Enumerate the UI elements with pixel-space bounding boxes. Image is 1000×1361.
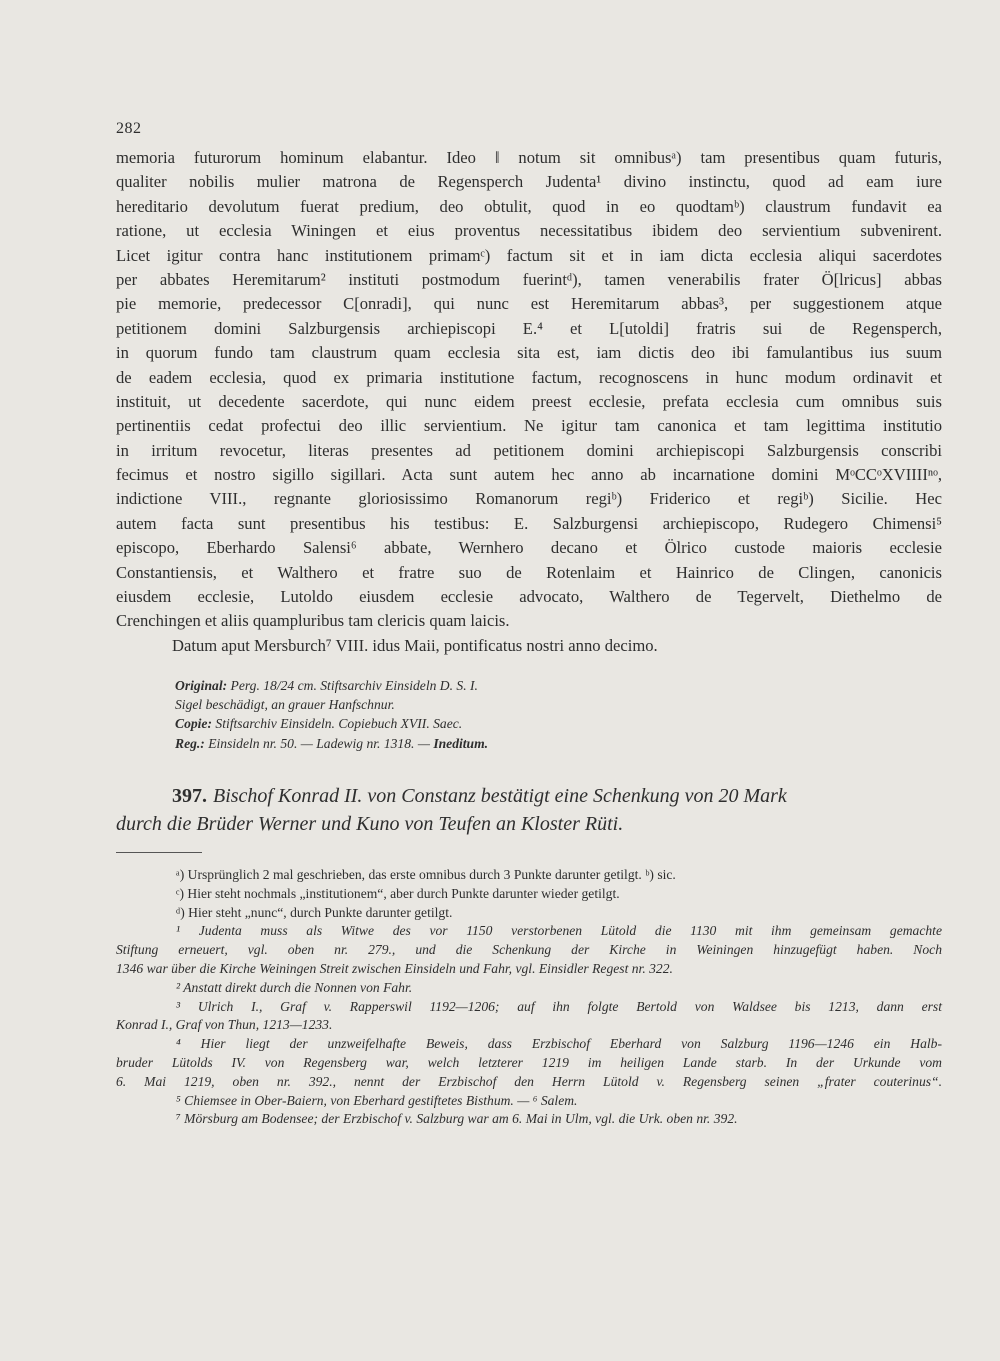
footnote-line: ³ Ulrich I., Graf v. Rapperswil 1192—1206; auf ihn folgte Bertold von Waldsee bis 1213, dann erst [176,998,942,1014]
datum-line: Datum aput Mersburch⁷ VIII. idus Maii, pontificatus nostri anno decimo. [172,635,658,655]
body-line: Constantiensis, et Walthero et fratre suo de Rotenlaim et Hainrico de Clingen, canonicis [116,562,942,582]
body-line: petitionem domini Salzburgensis archiepiscopi E.⁴ et L[utoldi] fratris sui de Regensperch, [116,318,942,338]
footnote-line: 6. Mai 1219, oben nr. 392., nennt der Erzbischof den Herrn Lütold v. Regensberg seinen „frater couterinus“. [116,1073,942,1089]
source-note-label: Reg.: [175,735,205,751]
page-number: 282 [116,120,142,137]
document-heading [116,782,946,838]
charter-text [116,146,942,658]
footnotes [116,866,942,1129]
footnote-line: ⁷ Mörsburg am Bodensee; der Erzbischof v. Salzburg war am 6. Mai in Ulm, vgl. die Urk. oben nr. 392. [176,1111,738,1127]
footnote-line: ² Anstatt direkt durch die Nonnen von Fahr. [176,979,413,995]
footnote-line: ¹ Judenta muss als Witwe des vor 1150 verstorbenen Lütold die 1130 mit ihm gemeinsam gemachte [176,923,942,939]
body-line: pie memorie, predecessor C[onradi], qui nunc est Heremitarum abbas³, per suggestionem atque [116,294,942,314]
body-line: instituit, ut decedente sacerdote, qui nunc eidem preest ecclesie, prefata ecclesia cum omnibus suis [116,391,942,411]
body-line: hereditario devolutum fuerat predium, deo obtulit, quod in eo quodtamᵇ) claustrum fundavit ea [116,196,942,216]
source-note-text: Stiftsarchiv Einsideln. Copiebuch XVII. Saec. [212,716,463,732]
source-note-label: Copie: [175,716,212,732]
footnote-divider [116,852,202,853]
footnote-line: Konrad I., Graf von Thun, 1213—1233. [116,1017,333,1033]
source-note-line [175,714,935,733]
heading-text-1: Bischof Konrad II. von Constanz bestätigt eine Schenkung von 20 Mark [213,785,787,807]
source-note-text: Sigel beschädigt, an grauer Hanfschnur. [175,697,395,713]
body-line: per abbates Heremitarum² instituti postmodum fuerintᵈ), tamen venerabilis frater Ö[lricus] abbas [116,269,942,289]
body-line: pertinentiis cedat profectui deo illic servientium. Ne igitur tam canonica et tam legittima institutio [116,416,942,436]
footnote-line: ⁴ Hier liegt der unzweifelhafte Beweis, dass Erzbischof Eberhard von Salzburg 1196—1246 ein Halb- [176,1036,942,1052]
heading-line-2: durch die Brüder Werner und Kuno von Teufen an Kloster Rüti. [116,813,624,835]
body-line: memoria futurorum hominum elabantur. Ideo ‖ notum sit omnibusᵃ) tam presentibus quam futuris, [116,148,942,167]
body-line: de eadem ecclesia, quod ex primaria institutione factum, recognoscens in hunc modum ordinavit et [116,367,942,387]
footnote-line: Stiftung erneuert, vgl. oben nr. 279., und die Schenkung der Kirche in Weiningen hinzugefügt haben. Noch [116,942,942,958]
source-note-tail: Ineditum. [433,735,489,751]
body-line: in irritum revocetur, literas presentes ad petitionem domini archiepiscopi Salzburgensis conscribi [116,440,942,460]
body-line: Crenchingen et aliis quampluribus tam clericis quam laicis. [116,611,510,631]
source-note-line [175,676,935,695]
body-line: indictione VIII., regnante gloriosissimo Romanorum regiᵇ) Friderico et regiᵇ) Sicilie. Hec [116,489,942,509]
footnote-line: ᶜ) Hier steht nochmals „institutionem“, aber durch Punkte darunter wieder getilgt. [176,885,620,901]
source-note-text: Perg. 18/24 cm. Stiftsarchiv Einsideln D. S. I. [227,678,478,693]
footnote-line: ⁵ Chiemsee in Ober-Baiern, von Eberhard gestiftetes Bisthum. — ⁶ Salem. [176,1092,578,1108]
body-line: qualiter nobilis mulier matrona de Regensperch Judenta¹ divino instinctu, quod ad eam iure [116,172,942,192]
source-note-text: Einsideln nr. 50. — Ladewig nr. 1318. — [204,735,434,751]
document-number: 397. [172,785,207,807]
body-line: Licet igitur contra hanc institutionem primamᶜ) factum sit et in iam dicta ecclesia aliqui sacerdotes [116,245,942,265]
body-line: episcopo, Eberhardo Salensi⁶ abbate, Wernhero decano et Ölrico custode maioris ecclesie [116,538,942,558]
source-note-label: Original: [175,678,228,693]
source-notes [175,676,935,753]
footnote-line: ᵃ) Ursprünglich 2 mal geschrieben, das erste omnibus durch 3 Punkte darunter getilgt. ᵇ) sic. [176,867,676,882]
body-line: fecimus et nostro sigillo sigillari. Acta sunt autem hec anno ab incarnatione domini MᵒCCᵒXVIIIIⁿᵒ, [116,465,942,485]
heading-line-1 [116,782,946,810]
body-line: in quorum fundo tam claustrum quam ecclesia sita est, iam dictis deo ibi famulantibus ius suum [116,343,942,363]
source-note-line [175,695,935,714]
body-line: ratione, ut ecclesia Winingen et eius proventus necessitatibus ibidem deo servientium subvenirent. [116,221,942,241]
source-note-line [175,734,935,753]
footnote-line: ᵈ) Hier steht „nunc“, durch Punkte darunter getilgt. [176,904,453,920]
footnote-line: bruder Lütolds IV. von Regensberg war, welch letzterer 1219 im heiligen Lande starb. In der Urkunde vom [116,1054,942,1070]
body-line: eiusdem ecclesie, Lutoldo eiusdem ecclesie advocato, Walthero de Tegervelt, Diethelmo de [116,587,942,607]
body-line: autem facta sunt presentibus his testibus: E. Salzburgensi archiepiscopo, Rudegero Chimensi⁵ [116,513,942,533]
footnote-line: 1346 war über die Kirche Weiningen Streit zwischen Einsideln und Fahr, vgl. Einsidler Regest nr. 322. [116,960,673,976]
